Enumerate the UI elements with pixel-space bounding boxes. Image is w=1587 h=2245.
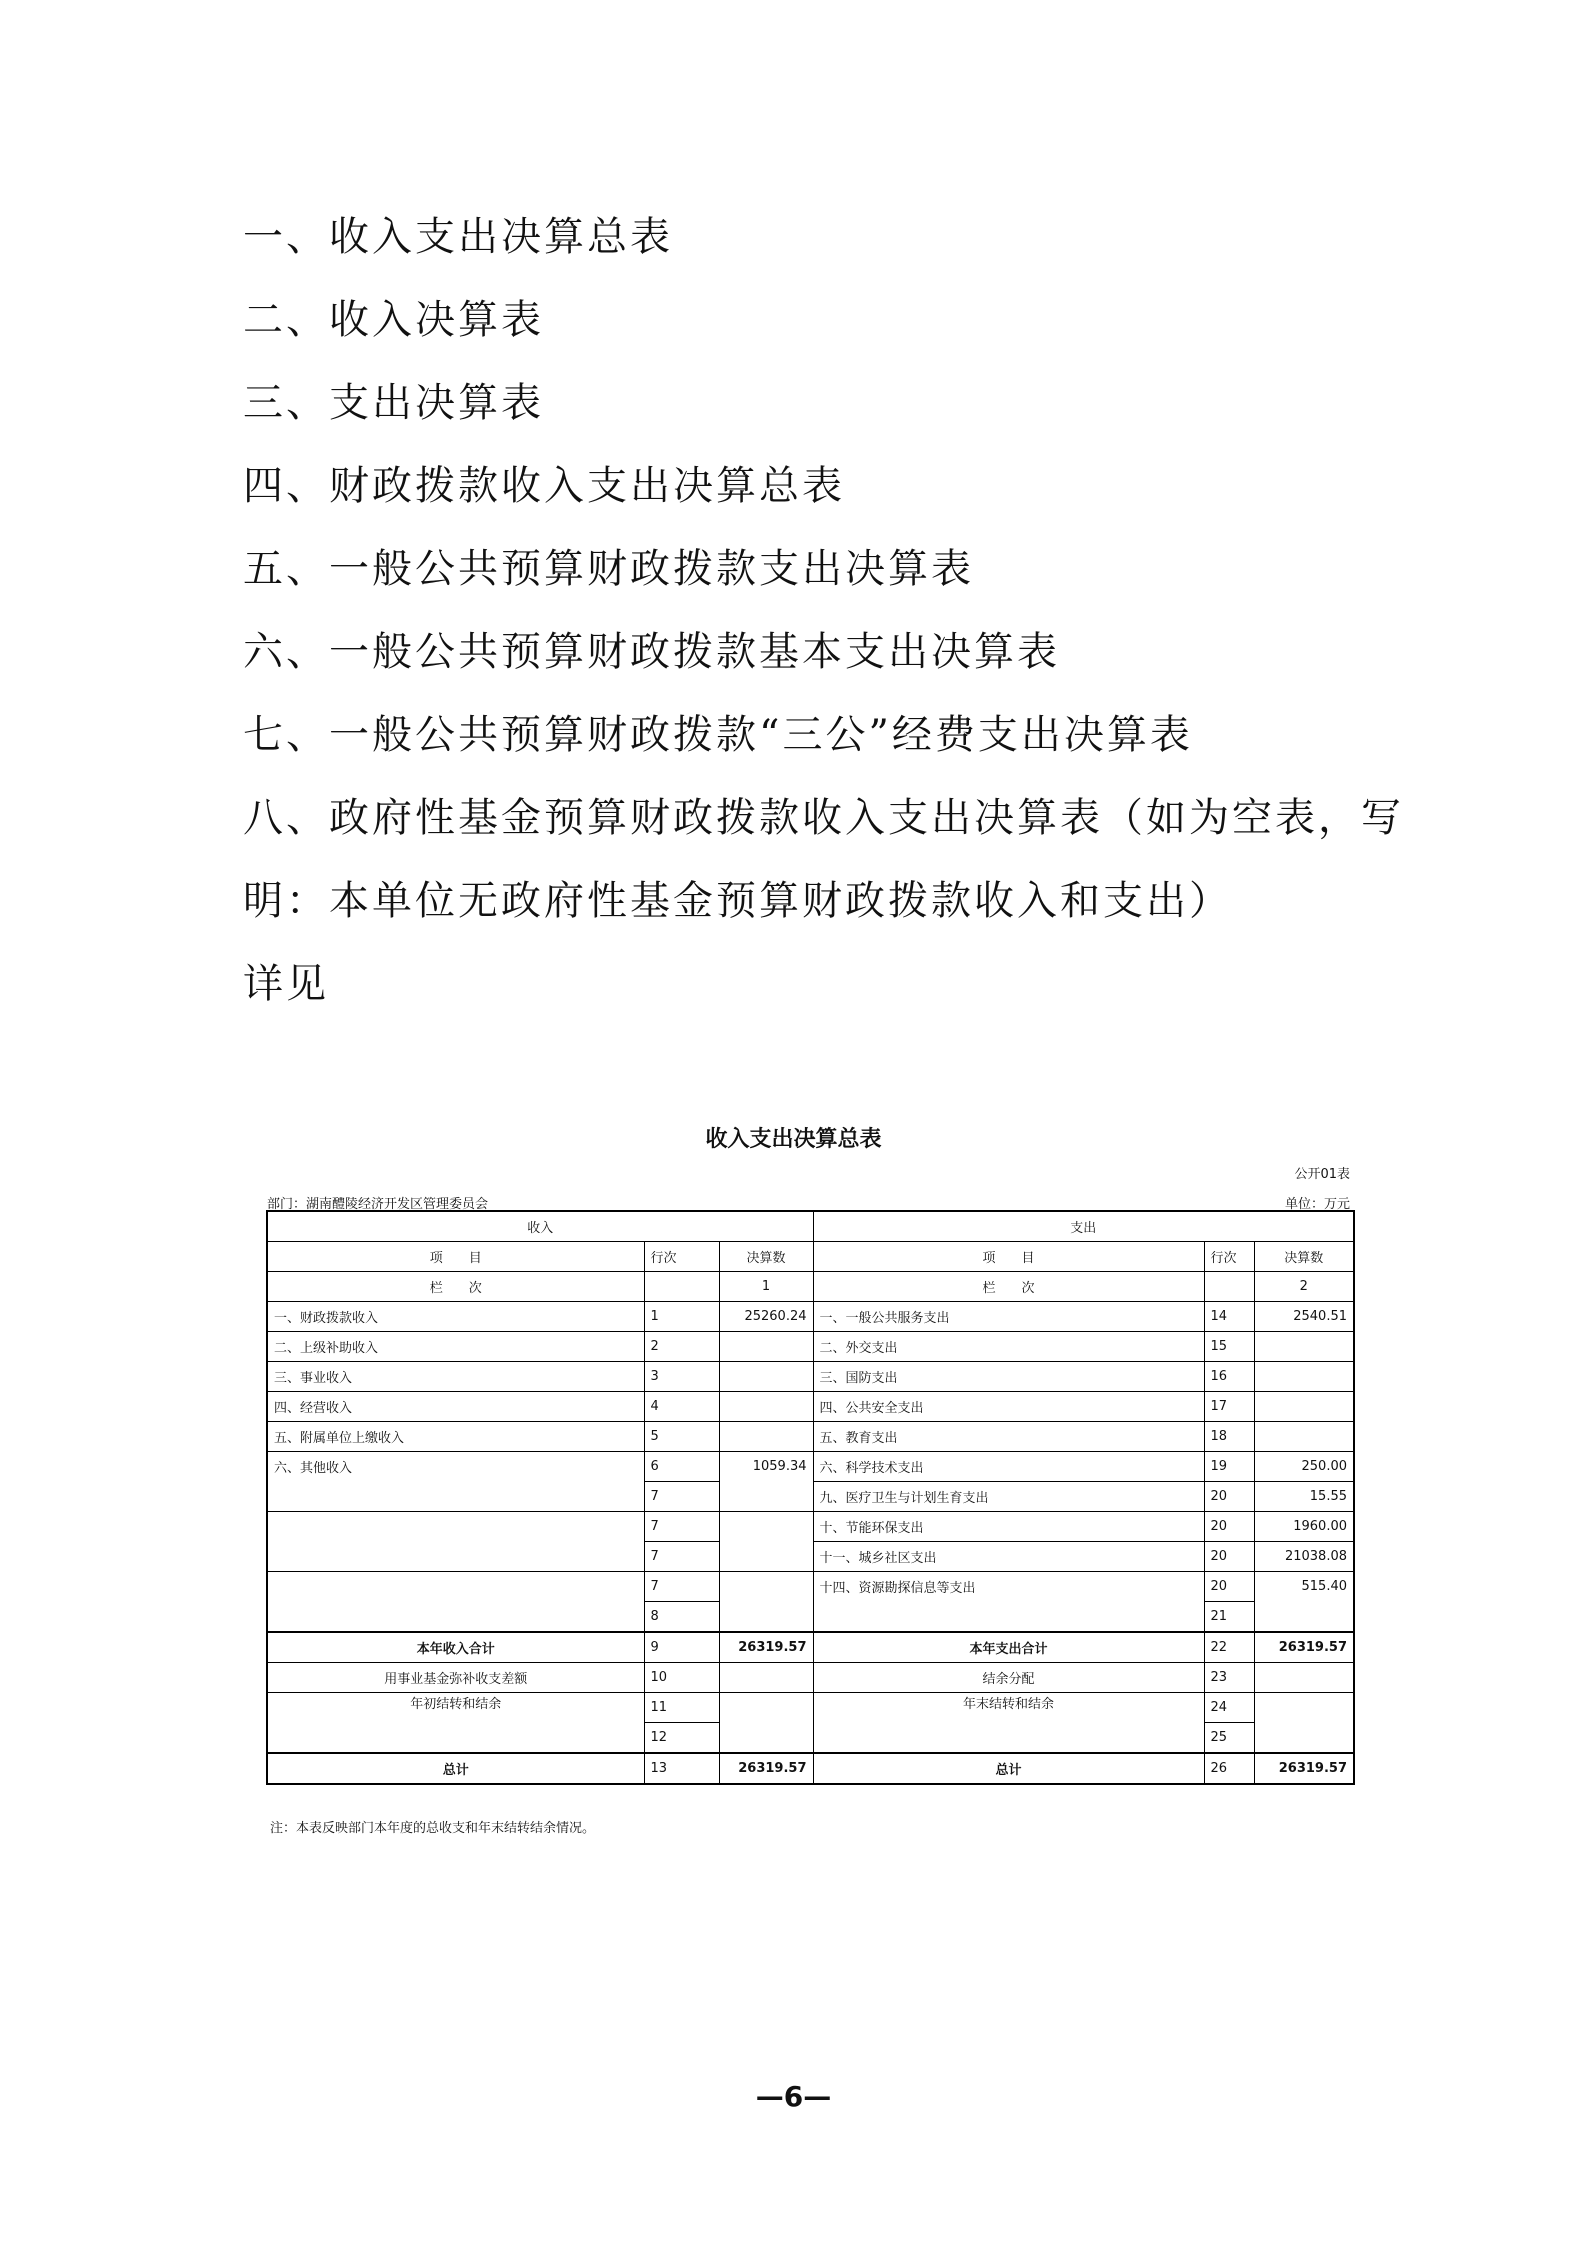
amount xyxy=(719,1542,813,1572)
line-number: 25 xyxy=(1204,1723,1254,1754)
table-row xyxy=(267,1482,1354,1512)
col-num-1: 1 xyxy=(719,1272,813,1302)
amount: 26319.57 xyxy=(719,1753,813,1784)
amount xyxy=(1254,1332,1354,1362)
item-label xyxy=(267,1542,644,1572)
amount xyxy=(1254,1422,1354,1452)
col-line: 行次 xyxy=(644,1242,719,1272)
list-item: 四、财政拨款收入支出决算总表 xyxy=(243,463,845,509)
table-title: 收入支出决算总表 xyxy=(705,1127,882,1152)
col-lanci: 栏 次 xyxy=(267,1272,644,1302)
unit-label: 单位：万元 xyxy=(1284,1197,1350,1212)
line-number: 3 xyxy=(644,1362,719,1392)
list-item: 八、政府性基金预算财政拨款收入支出决算表（如为空表，写 xyxy=(243,795,1404,841)
amount xyxy=(719,1332,813,1362)
table-header xyxy=(267,1211,1354,1302)
table-row xyxy=(267,1392,1354,1422)
amount: 21038.08 xyxy=(1254,1542,1354,1572)
amount: 26319.57 xyxy=(1254,1632,1354,1663)
amount: 15.55 xyxy=(1254,1482,1354,1512)
item-label: 二、外交支出 xyxy=(813,1332,1204,1362)
surplus-distribution: 结余分配 xyxy=(813,1663,1204,1693)
item-label: 四、经营收入 xyxy=(267,1392,644,1422)
list-item: 七、一般公共预算财政拨款“三公”经费支出决算表 xyxy=(243,712,1193,758)
amount: 1059.34 xyxy=(719,1452,813,1482)
item-label: 四、公共安全支出 xyxy=(813,1392,1204,1422)
line-number: 22 xyxy=(1204,1632,1254,1663)
line-number: 7 xyxy=(644,1572,719,1602)
table-row xyxy=(267,1693,1354,1723)
amount xyxy=(719,1663,813,1693)
table-row xyxy=(267,1632,1354,1663)
line-number: 12 xyxy=(644,1723,719,1754)
amount xyxy=(719,1422,813,1452)
document-list xyxy=(243,196,1404,1026)
item-label xyxy=(813,1602,1204,1633)
line-number: 20 xyxy=(1204,1572,1254,1602)
line-number: 26 xyxy=(1204,1753,1254,1784)
total-year-expense: 本年支出合计 xyxy=(813,1632,1204,1663)
line-number: 4 xyxy=(644,1392,719,1422)
list-item: 详见 xyxy=(243,961,329,1007)
empty-cell xyxy=(267,1723,644,1754)
list-item: 一、收入支出决算总表 xyxy=(243,214,673,260)
col-lanci: 栏 次 xyxy=(813,1272,1204,1302)
amount xyxy=(1254,1602,1354,1633)
line-number: 2 xyxy=(644,1332,719,1362)
line-number: 20 xyxy=(1204,1512,1254,1542)
list-item: 二、收入决算表 xyxy=(243,297,544,343)
line-number: 7 xyxy=(644,1482,719,1512)
table-row xyxy=(267,1542,1354,1572)
grand-total-label: 总计 xyxy=(267,1753,644,1784)
fund-supplement: 用事业基金弥补收支差额 xyxy=(267,1663,644,1693)
item-label xyxy=(267,1602,644,1633)
table-body xyxy=(267,1302,1354,1633)
line-number: 11 xyxy=(644,1693,719,1723)
line-number: 18 xyxy=(1204,1422,1254,1452)
line-number: 20 xyxy=(1204,1542,1254,1572)
amount xyxy=(1254,1693,1354,1723)
list-item: 明：本单位无政府性基金预算财政拨款收入和支出） xyxy=(243,878,1232,924)
line-number: 20 xyxy=(1204,1482,1254,1512)
col-item: 项 目 xyxy=(267,1242,644,1272)
item-label xyxy=(267,1572,644,1602)
line-number: 6 xyxy=(644,1452,719,1482)
table-row xyxy=(267,1602,1354,1633)
amount xyxy=(719,1392,813,1422)
amount: 515.40 xyxy=(1254,1572,1354,1602)
col-amount: 决算数 xyxy=(719,1242,813,1272)
list-item: 六、一般公共预算财政拨款基本支出决算表 xyxy=(243,629,1060,675)
item-label: 十四、资源勘探信息等支出 xyxy=(813,1572,1204,1602)
item-label: 三、国防支出 xyxy=(813,1362,1204,1392)
empty-cell xyxy=(1204,1272,1254,1302)
empty-cell xyxy=(644,1272,719,1302)
table-row xyxy=(267,1332,1354,1362)
table-row xyxy=(267,1302,1354,1332)
grand-total-label: 总计 xyxy=(813,1753,1204,1784)
list-item: 五、一般公共预算财政拨款支出决算表 xyxy=(243,546,974,592)
col-amount: 决算数 xyxy=(1254,1242,1354,1272)
item-label: 九、医疗卫生与计划生育支出 xyxy=(813,1482,1204,1512)
item-label: 十、节能环保支出 xyxy=(813,1512,1204,1542)
line-number: 15 xyxy=(1204,1332,1254,1362)
amount xyxy=(719,1362,813,1392)
form-code: 公开01表 xyxy=(1294,1167,1350,1182)
table-row xyxy=(267,1663,1354,1693)
line-number: 1 xyxy=(644,1302,719,1332)
amount: 2540.51 xyxy=(1254,1302,1354,1332)
line-number: 21 xyxy=(1204,1602,1254,1633)
amount: 26319.57 xyxy=(719,1632,813,1663)
amount xyxy=(719,1482,813,1512)
item-label: 六、科学技术支出 xyxy=(813,1452,1204,1482)
col-item: 项 目 xyxy=(813,1242,1204,1272)
table-totals xyxy=(267,1632,1354,1784)
table-row xyxy=(267,1362,1354,1392)
line-number: 7 xyxy=(644,1542,719,1572)
line-number: 24 xyxy=(1204,1693,1254,1723)
line-number: 5 xyxy=(644,1422,719,1452)
line-number: 16 xyxy=(1204,1362,1254,1392)
item-label: 二、上级补助收入 xyxy=(267,1332,644,1362)
income-header: 收入 xyxy=(267,1211,813,1242)
budget-table xyxy=(266,1210,1355,1785)
end-balance: 年末结转和结余 xyxy=(813,1693,1204,1723)
table-row xyxy=(267,1753,1354,1784)
expense-header: 支出 xyxy=(813,1211,1354,1242)
empty-cell xyxy=(813,1723,1204,1754)
line-number: 13 xyxy=(644,1753,719,1784)
amount xyxy=(719,1572,813,1602)
item-label: 五、附属单位上缴收入 xyxy=(267,1422,644,1452)
list-item: 三、支出决算表 xyxy=(243,380,544,426)
line-number: 17 xyxy=(1204,1392,1254,1422)
item-label xyxy=(267,1482,644,1512)
item-label xyxy=(267,1512,644,1542)
amount xyxy=(719,1512,813,1542)
item-label: 五、教育支出 xyxy=(813,1422,1204,1452)
col-num-2: 2 xyxy=(1254,1272,1354,1302)
amount xyxy=(1254,1663,1354,1693)
table-row xyxy=(267,1512,1354,1542)
amount: 26319.57 xyxy=(1254,1753,1354,1784)
line-number: 23 xyxy=(1204,1663,1254,1693)
amount xyxy=(1254,1362,1354,1392)
empty-cell xyxy=(719,1723,813,1754)
amount: 250.00 xyxy=(1254,1452,1354,1482)
begin-balance: 年初结转和结余 xyxy=(267,1693,644,1723)
table-row xyxy=(267,1723,1354,1754)
line-number: 8 xyxy=(644,1602,719,1633)
line-number: 9 xyxy=(644,1632,719,1663)
amount: 25260.24 xyxy=(719,1302,813,1332)
item-label: 一、一般公共服务支出 xyxy=(813,1302,1204,1332)
amount xyxy=(1254,1392,1354,1422)
item-label: 三、事业收入 xyxy=(267,1362,644,1392)
amount xyxy=(719,1693,813,1723)
table-row xyxy=(267,1452,1354,1482)
amount xyxy=(719,1602,813,1633)
department-label: 部门：湖南醴陵经济开发区管理委员会 xyxy=(267,1197,489,1212)
line-number: 19 xyxy=(1204,1452,1254,1482)
col-line: 行次 xyxy=(1204,1242,1254,1272)
item-label: 六、其他收入 xyxy=(267,1452,644,1482)
total-year-income: 本年收入合计 xyxy=(267,1632,644,1663)
item-label: 一、财政拨款收入 xyxy=(267,1302,644,1332)
item-label: 十一、城乡社区支出 xyxy=(813,1542,1204,1572)
table-note: 注：本表反映部门本年度的总收支和年末结转结余情况。 xyxy=(270,1821,596,1836)
amount: 1960.00 xyxy=(1254,1512,1354,1542)
line-number: 14 xyxy=(1204,1302,1254,1332)
line-number: 10 xyxy=(644,1663,719,1693)
table-row xyxy=(267,1572,1354,1602)
page-number: —6— xyxy=(755,2080,832,2113)
line-number: 7 xyxy=(644,1512,719,1542)
empty-cell xyxy=(1254,1723,1354,1754)
table-row xyxy=(267,1422,1354,1452)
